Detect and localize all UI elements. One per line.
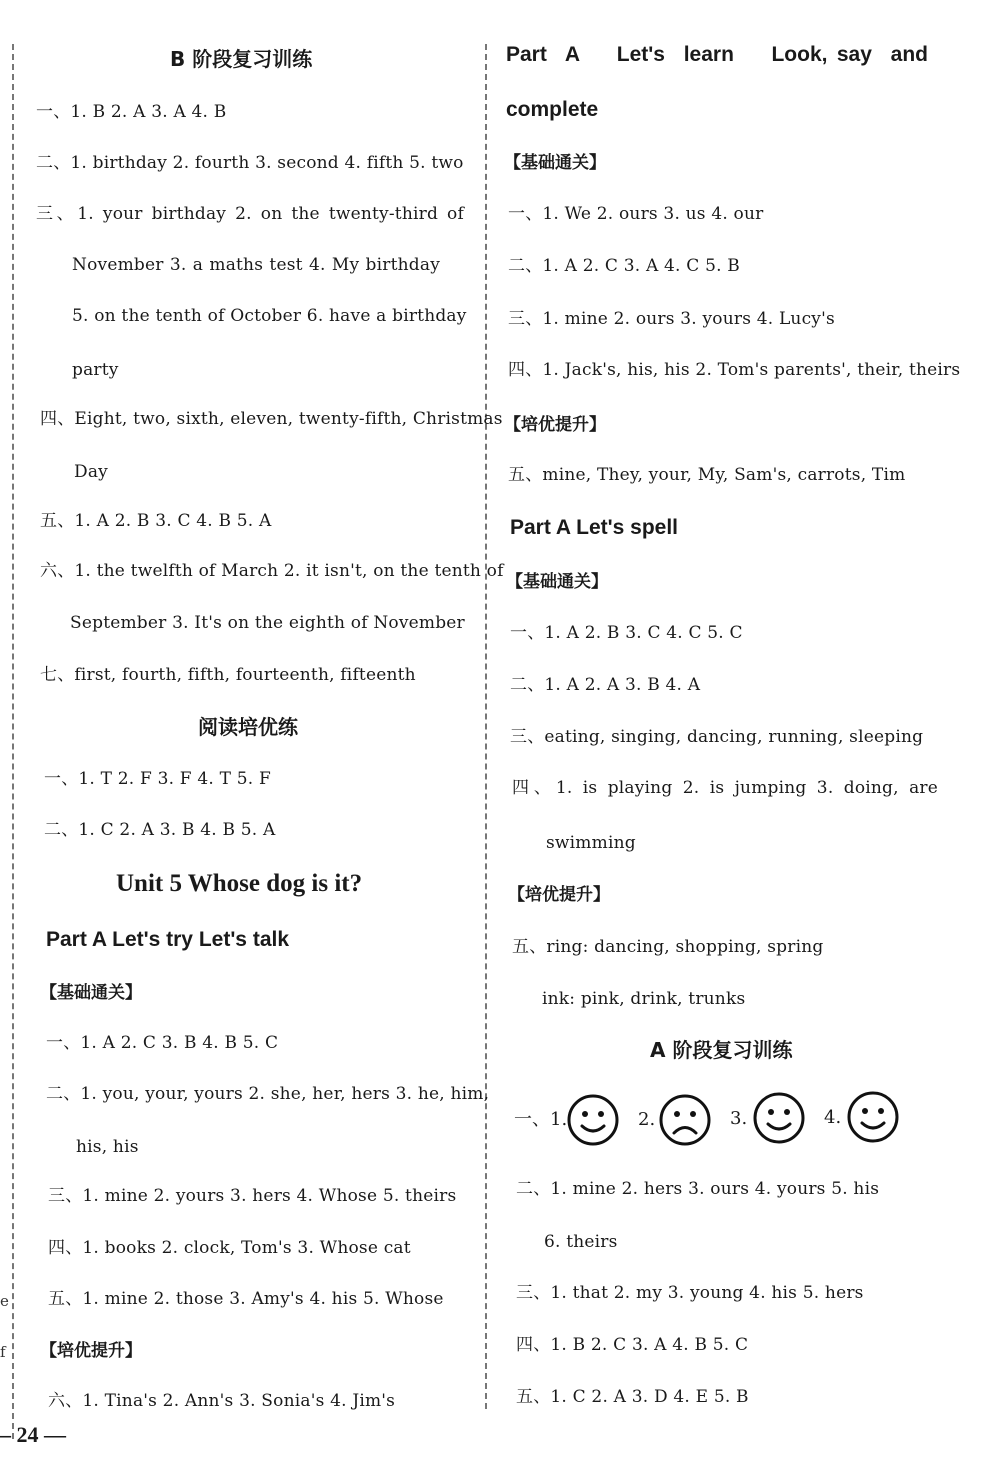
answer-line: 5. on the tenth of October 6. have a birthday <box>72 306 467 326</box>
answer-line: 五、mine, They, your, My, Sam's, carrots, Tim <box>508 465 906 485</box>
answer-line: November 3. a maths test 4. My birthday <box>72 255 440 275</box>
b-review-title: B 阶段复习训练 <box>170 47 313 71</box>
part-heading: Part A Let's try Let's talk <box>46 928 290 951</box>
answer-line: 一、1. B 2. A 3. A 4. B <box>36 102 227 122</box>
answer-line: his, his <box>76 1137 139 1157</box>
face-number: 3. <box>730 1108 748 1129</box>
page-number: – 24 — <box>0 1422 66 1447</box>
answer-line: 五、ring: dancing, shopping, spring <box>512 937 824 957</box>
part-heading: Part A Let's spell <box>510 516 678 539</box>
advanced-section-label: 【培优提升】 <box>508 885 610 905</box>
right-column <box>496 0 1006 1465</box>
unit-title: Unit 5 Whose dog is it? <box>116 870 363 897</box>
basic-section-label: 【基础通关】 <box>506 572 608 592</box>
answer-line: 6. theirs <box>544 1232 618 1252</box>
answer-line: 七、first, fourth, fifth, fourteenth, fifteenth <box>40 665 416 685</box>
answer-line: ink: pink, drink, trunks <box>542 989 746 1009</box>
basic-section-label: 【基础通关】 <box>504 153 606 173</box>
answer-line: 三、1. mine 2. ours 3. yours 4. Lucy's <box>508 309 835 329</box>
margin-letter: e <box>0 1292 9 1310</box>
answer-line: swimming <box>546 833 636 853</box>
answer-line: 三、1. your birthday 2. on the twenty-third of <box>36 204 464 224</box>
answer-line: 三、1. that 2. my 3. young 4. his 5. hers <box>516 1283 864 1303</box>
answer-line: 四、Eight, two, sixth, eleven, twenty-fifth, Christmas <box>40 409 503 429</box>
answer-line: 二、1. birthday 2. fourth 3. second 4. fifth 5. two <box>36 153 464 173</box>
answer-line: 四、1. Jack's, his, his 2. Tom's parents', their, theirs <box>508 360 961 380</box>
smiley-face-icon <box>846 1090 900 1144</box>
answer-line: 四、1. B 2. C 3. A 4. B 5. C <box>516 1335 749 1355</box>
answer-line: 五、1. A 2. B 3. C 4. B 5. A <box>40 511 272 531</box>
answer-line: 二、1. you, your, yours 2. she, her, hers 3. he, him, <box>46 1084 490 1104</box>
reading-title: 阅读培优练 <box>198 715 298 739</box>
answer-line: 五、1. C 2. A 3. D 4. E 5. B <box>516 1387 749 1407</box>
answer-line: 一、1. We 2. ours 3. us 4. our <box>508 204 764 224</box>
margin-letter: f <box>0 1343 6 1361</box>
answer-line: 三、1. mine 2. yours 3. hers 4. Whose 5. theirs <box>48 1186 457 1206</box>
answer-line: 一、1. A 2. B 3. C 4. C 5. C <box>510 623 743 643</box>
answer-line: 六、1. the twelfth of March 2. it isn't, on the tenth of <box>40 561 504 581</box>
advanced-section-label: 【培优提升】 <box>40 1341 142 1361</box>
answer-line: 六、1. Tina's 2. Ann's 3. Sonia's 4. Jim's <box>48 1391 396 1411</box>
face-number: 4. <box>824 1107 842 1128</box>
answer-line: 四、1. is playing 2. is jumping 3. doing, are <box>512 778 938 798</box>
part-heading: Part A Let's learn Look, say and <box>506 43 928 66</box>
answer-line: 一、1. T 2. F 3. F 4. T 5. F <box>44 769 271 789</box>
answer-line: party <box>72 360 119 380</box>
answer-line: Day <box>74 462 108 482</box>
advanced-section-label: 【培优提升】 <box>504 415 606 435</box>
answer-line: 二、1. A 2. C 3. A 4. C 5. B <box>508 256 740 276</box>
answer-line: 二、1. mine 2. hers 3. ours 4. yours 5. his <box>516 1179 880 1199</box>
face-number: 2. <box>638 1109 656 1130</box>
smiley-face-icon <box>752 1091 806 1145</box>
sad-face-icon <box>658 1093 712 1147</box>
answer-line: 二、1. C 2. A 3. B 4. B 5. A <box>44 820 276 840</box>
answer-line: 四、1. books 2. clock, Tom's 3. Whose cat <box>48 1238 411 1258</box>
faces-question-label: 一、1. <box>514 1109 568 1130</box>
answer-line: 二、1. A 2. A 3. B 4. A <box>510 675 701 695</box>
part-heading-continued: complete <box>506 98 599 121</box>
answer-line: 三、eating, singing, dancing, running, sleeping <box>510 727 924 747</box>
a-review-title: A 阶段复习训练 <box>650 1038 793 1062</box>
smiley-face-icon <box>566 1093 620 1147</box>
basic-section-label: 【基础通关】 <box>40 983 142 1003</box>
column-divider <box>485 44 487 1409</box>
answer-line: 一、1. A 2. C 3. B 4. B 5. C <box>46 1033 279 1053</box>
answer-line: September 3. It's on the eighth of November <box>70 613 465 633</box>
answer-line: 五、1. mine 2. those 3. Amy's 4. his 5. Whose <box>48 1289 444 1309</box>
